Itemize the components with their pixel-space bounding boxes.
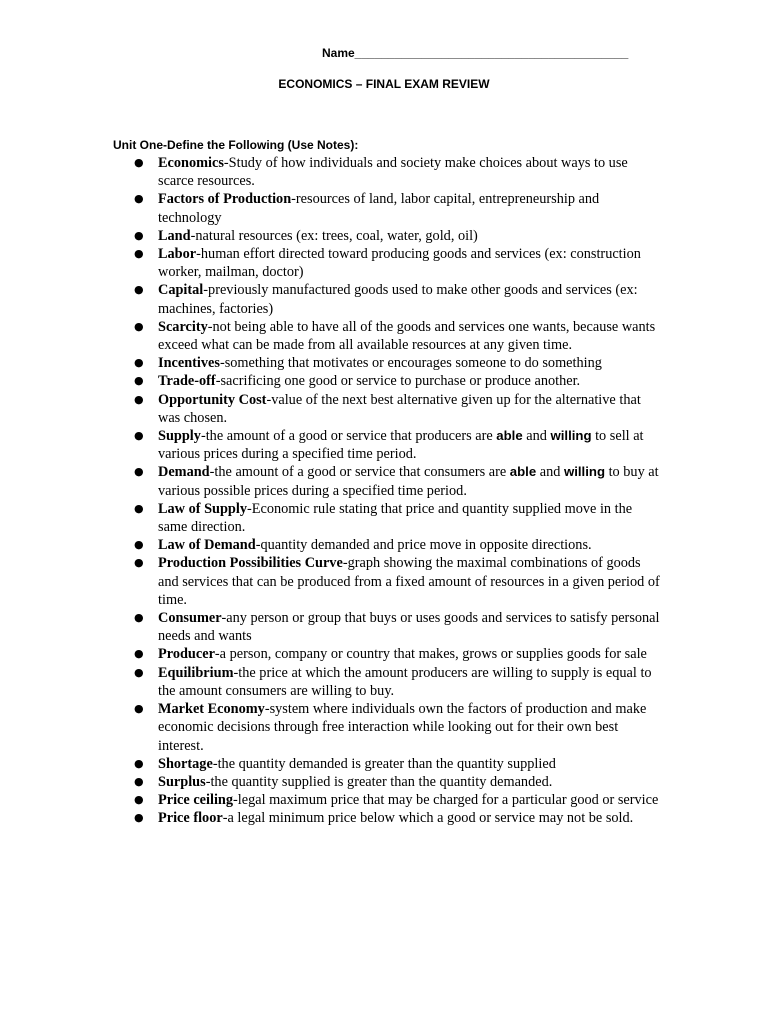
definition-text: -something that motivates or encourages someone to do something — [219, 355, 602, 372]
definition-item-trade-off — [134, 372, 663, 390]
definition-term: Equilibrium — [158, 664, 234, 681]
definition-text: -the quantity supplied is greater than the quantity demanded. — [205, 773, 553, 790]
bullet-icon: ● — [134, 319, 144, 333]
definition-text: -not being able to have all of the goods and services one wants, because wants exceed what can be made from all available resources at any given time. — [158, 318, 656, 354]
definition-term: Law of Demand — [158, 537, 256, 554]
definition-item-consumer — [134, 609, 663, 645]
definition-item-production-possibilities-curve — [134, 554, 663, 609]
definition-text: -the amount of a good or service that consumers are — [209, 464, 510, 481]
definition-item-scarcity — [134, 318, 663, 354]
bullet-icon: ● — [134, 156, 144, 169]
definition-item-land — [134, 227, 663, 245]
definition-item-supply — [134, 427, 663, 463]
definition-item-labor — [134, 245, 663, 281]
definition-term: Capital — [158, 282, 204, 299]
bullet-icon: ● — [134, 811, 144, 825]
definition-text: -a person, company or country that makes, grows or supplies goods for sale — [214, 646, 647, 663]
bullet-icon: ● — [134, 702, 144, 716]
definition-item-capital — [134, 281, 663, 317]
emphasis-willing: willing — [563, 464, 605, 480]
definition-text: and — [536, 464, 564, 481]
emphasis-willing: willing — [550, 428, 592, 444]
bullet-icon: ● — [134, 465, 144, 479]
bullet-icon: ● — [134, 501, 144, 515]
definition-text: -resources of land, labor capital, entrepreneurship and technology — [158, 191, 600, 226]
definition-item-price-ceiling — [134, 791, 663, 809]
definition-term: Producer — [158, 646, 215, 663]
definition-term: Law of Supply — [158, 500, 247, 517]
name-field-line: Name_________________________________________ — [322, 46, 629, 60]
definition-text: -legal maximum price that may be charged for a particular good or service — [233, 792, 659, 809]
definition-text: -Study of how individuals and society make choices about ways to use scarce resources. — [158, 155, 628, 190]
definition-term: Economics — [158, 155, 224, 171]
definition-term: Incentives — [158, 355, 220, 372]
definition-term: Scarcity — [158, 318, 208, 335]
definition-item-price-floor — [134, 809, 663, 827]
definition-list — [134, 154, 663, 828]
bullet-icon: ● — [134, 611, 144, 625]
bullet-icon: ● — [134, 756, 144, 770]
definition-text: -sacrificing one good or service to purchase or produce another. — [215, 373, 581, 390]
definition-text: -value of the next best alternative given up for the alternative that was chosen. — [158, 391, 641, 426]
definition-text: -any person or group that buys or uses goods and services to satisfy personal needs and wants — [158, 610, 660, 645]
definition-text: to buy at various possible prices during a specified time period. — [158, 464, 659, 499]
definition-term: Opportunity Cost — [158, 391, 267, 408]
definition-item-producer — [134, 645, 663, 663]
bullet-icon: ● — [134, 556, 144, 570]
unit-heading: Unit One-Define the Following (Use Notes): — [113, 138, 359, 152]
definition-item-surplus — [134, 773, 663, 791]
page-title: ECONOMICS – FINAL EXAM REVIEW — [278, 77, 490, 91]
definition-term: Land — [158, 227, 191, 244]
definition-item-opportunity-cost — [134, 391, 663, 427]
definition-item-law-of-supply — [134, 500, 663, 536]
definition-term: Price floor — [158, 810, 223, 827]
definition-term: Surplus — [158, 773, 206, 790]
definition-text: -previously manufactured goods used to make other goods and services (ex: machines, factories) — [158, 282, 638, 317]
bullet-icon: ● — [134, 392, 144, 406]
bullet-icon: ● — [134, 665, 144, 679]
definition-term: Trade-off — [158, 373, 216, 390]
definition-text: -a legal minimum price below which a good or service may not be sold. — [222, 810, 634, 827]
definition-text: -the amount of a good or service that producers are — [200, 428, 497, 445]
definition-item-incentives — [134, 354, 663, 372]
definition-text: -Economic rule stating that price and quantity supplied move in the same direction. — [158, 500, 633, 536]
emphasis-able: able — [509, 464, 537, 480]
definition-item-shortage — [134, 755, 663, 773]
definition-text: -quantity demanded and price move in opposite directions. — [255, 537, 592, 554]
emphasis-able: able — [496, 428, 523, 444]
definition-item-factors-of-production — [134, 190, 663, 226]
definition-item-market-economy — [134, 700, 663, 755]
definition-text: -natural resources (ex: trees, coal, water, gold, oil) — [190, 227, 478, 244]
definition-item-demand — [134, 463, 663, 499]
definition-text: -the price at which the amount producers are willing to supply is equal to the amount consumers are willing to buy. — [158, 664, 652, 699]
definition-text: -the quantity demanded is greater than the quantity supplied — [212, 755, 556, 772]
definition-text: -graph showing the maximal combinations of goods and services that can be produced from a fixed amount of resources in a given period of time. — [158, 555, 660, 608]
definition-text: and — [522, 428, 551, 445]
bullet-icon: ● — [134, 429, 144, 443]
definition-text: to sell at various prices during a specified time period. — [158, 428, 644, 463]
definition-item-economics — [134, 154, 663, 190]
definition-term: Consumer — [158, 610, 222, 627]
bullet-icon: ● — [134, 538, 144, 552]
definition-term: Supply — [158, 428, 201, 445]
bullet-icon: ● — [134, 647, 144, 661]
bullet-icon: ● — [134, 228, 144, 242]
bullet-icon: ● — [134, 374, 144, 388]
bullet-icon: ● — [134, 283, 144, 297]
definition-text: -human effort directed toward producing goods and services (ex: construction worker, mailman, doctor) — [158, 246, 641, 281]
definition-text: -system where individuals own the factors of production and make economic decisions through free interaction while looking out for their own best interest. — [158, 701, 647, 754]
bullet-icon: ● — [134, 793, 144, 807]
definition-term: Factors of Production — [158, 191, 292, 208]
definition-term: Price ceiling — [158, 792, 234, 809]
definition-term: Labor — [158, 246, 197, 263]
definition-term: Shortage — [158, 755, 213, 772]
definition-term: Production Possibilities Curve — [158, 555, 343, 572]
definition-term: Demand — [158, 464, 210, 481]
definition-term: Market Economy — [158, 701, 265, 718]
definition-item-equilibrium — [134, 664, 663, 700]
bullet-icon: ● — [134, 774, 144, 788]
bullet-icon: ● — [134, 192, 144, 206]
definition-item-law-of-demand — [134, 536, 663, 554]
bullet-icon: ● — [134, 247, 144, 261]
bullet-icon: ● — [134, 356, 144, 370]
